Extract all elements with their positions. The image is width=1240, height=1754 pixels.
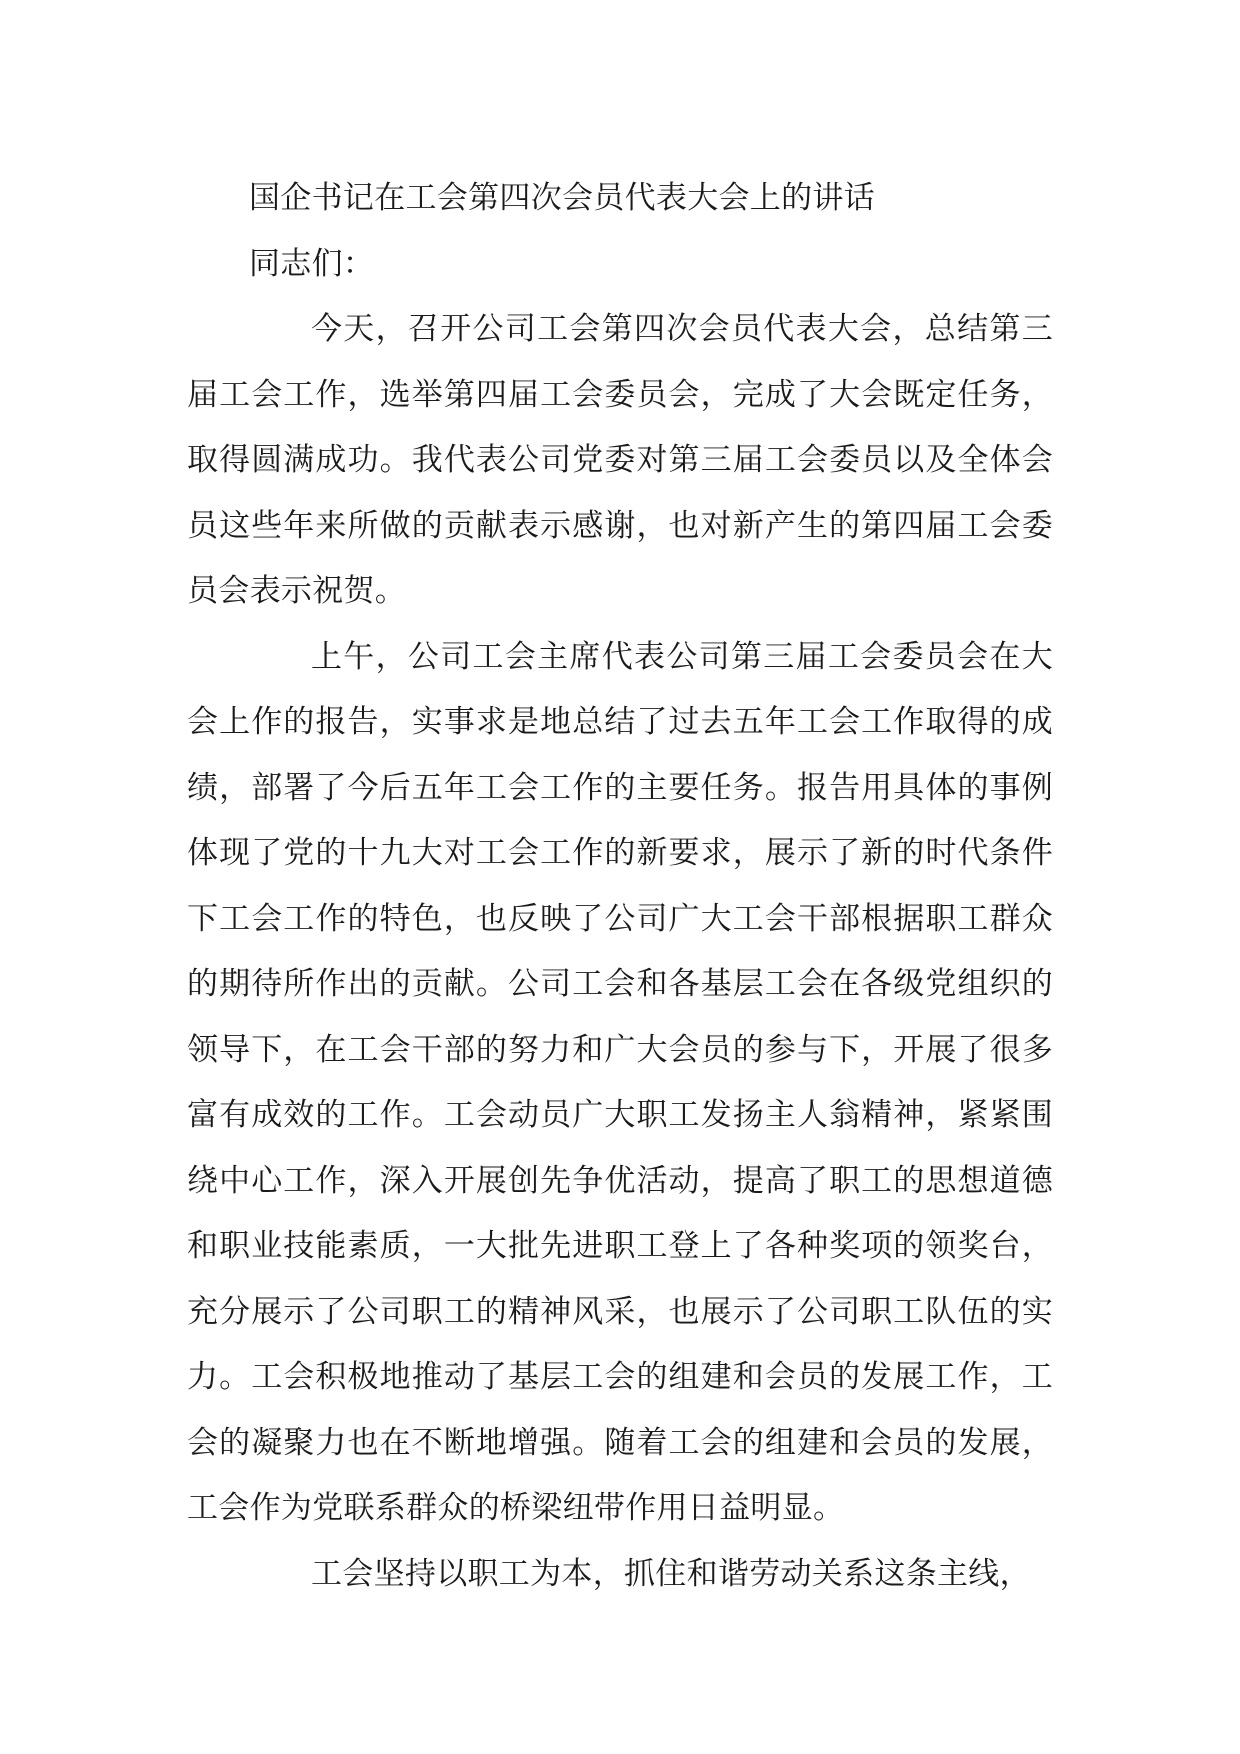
paragraph-3: 工会坚持以职工为本，抓住和谐劳动关系这条主线， [311, 1555, 1031, 1592]
document-title: 国企书记在工会第四次会员代表大会上的讲话 [249, 180, 875, 216]
paragraph-2: 上午，公司工会主席代表公司第三届工会委员会在大会上作的报告，实事求是地总结了过去五年工会工作取得的成绩，部署了今后五年工会工作的主要任务。报告用具体的事例体现了党的十九大对工会工作的新要求，展示了新的时代条件下工会工作的特色，也反映了公司广大工会干部根据职工群众的期待所作出的贡献。公司工会和各基层工会在各级党组织的领导下，在工会干部的努力和广大会员的参与下，开展了很多富有成效的工作。工会动员广大职工发扬主人翁精神，紧紧围绕中心工作，深入开展创先争优活动，提高了职工的思想道德和职业技能素质，一大批先进职工登上了各种奖项的领奖台，充分展示了公司职工的精神风采，也展示了公司职工队伍的实力。工会积极地推动了基层工会的组建和会员的发展工作，工会的凝聚力也在不断地增强。随着工会的组建和会员的发展，工会作为党联系群众的桥梁纽带作用日益明显。 [187, 638, 1053, 1526]
paragraph-1: 今天，召开公司工会第四次会员代表大会，总结第三届工会工作，选举第四届工会委员会，完成了大会既定任务，取得圆满成功。我代表公司党委对第三届工会委员以及全体会员这些年来所做的贡献表示感谢，也对新产生的第四届工会委员会表示祝贺。 [187, 311, 1053, 609]
document-body [187, 166, 1053, 1607]
salutation: 同志们： [249, 245, 375, 282]
